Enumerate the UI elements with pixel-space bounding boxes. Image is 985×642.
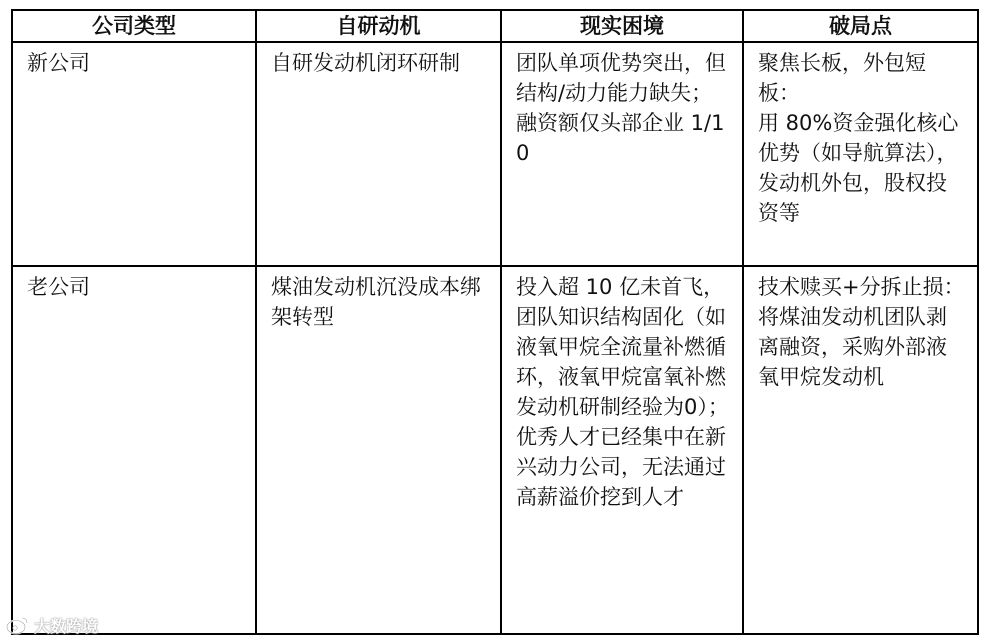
cell-motive: 煤油发动机沉没成本绑架转型 — [256, 266, 501, 634]
cell-dilemma: 团队单项优势突出，但结构/动力能力缺失；融资额仅头部企业 1/10 — [501, 42, 743, 266]
comparison-table — [11, 9, 979, 635]
header-dilemma: 现实困境 — [501, 10, 743, 42]
header-motive: 自研动机 — [256, 10, 501, 42]
cell-breakthrough: 技术赎买+分拆止损： 将煤油发动机团队剥离融资，采购外部液氧甲烷发动机 — [743, 266, 978, 634]
table-row — [12, 266, 978, 634]
table-row — [12, 42, 978, 266]
header-company-type: 公司类型 — [12, 10, 256, 42]
header-row — [12, 10, 978, 42]
header-breakthrough: 破局点 — [743, 10, 978, 42]
cell-dilemma: 投入超 10 亿未首飞，团队知识结构固化（如液氧甲烷全流量补燃循环，液氧甲烷富氧补燃发动机研制经验为0）；优秀人才已经集中在新兴动力公司，无法通过高薪溢价挖到人才 — [501, 266, 743, 634]
cell-company-type: 老公司 — [12, 266, 256, 634]
weibo-icon — [6, 615, 30, 635]
watermark-text: 大数跨境 — [34, 616, 99, 636]
cell-motive: 自研发动机闭环研制 — [256, 42, 501, 266]
watermark — [6, 612, 98, 638]
cell-breakthrough: 聚焦长板，外包短板： 用 80%资金强化核心优势（如导航算法），发动机外包，股权投资等 — [743, 42, 978, 266]
cell-company-type: 新公司 — [12, 42, 256, 266]
